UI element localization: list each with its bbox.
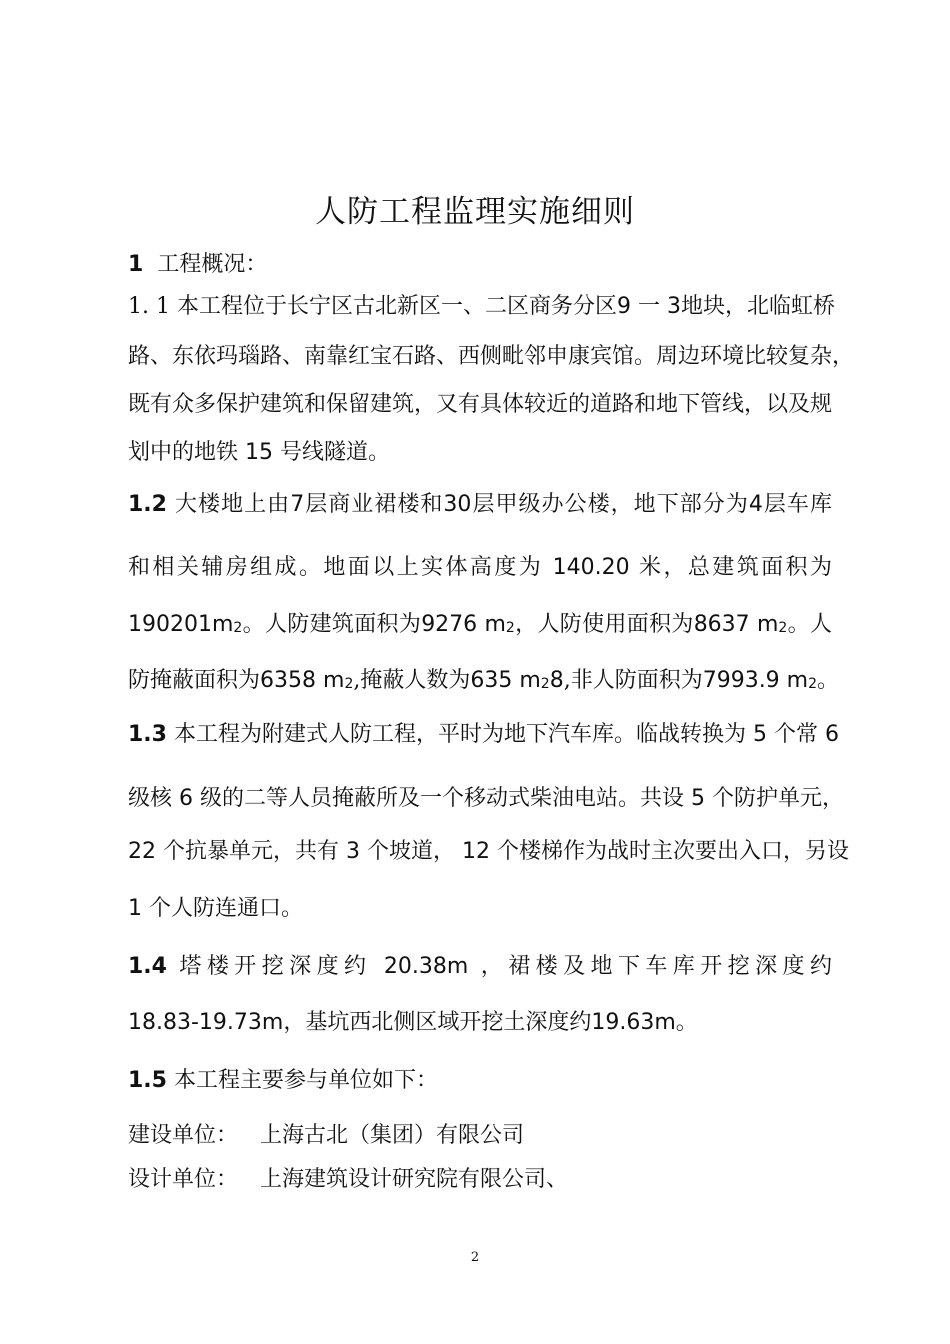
paragraph-1-1-line-4: 划中的地铁 15 号线隧道。 (128, 440, 391, 465)
paragraph-1-3-line-2: 级核 6 级的二等人员掩蔽所及一个移动式柴油电站。共设 5 个防护单元， (128, 786, 845, 811)
paragraph-1-1-line-3: 既有众多保护建筑和保留建筑，又有具体较近的道路和地下管线，以及规 (128, 392, 833, 417)
document-title: 人防工程监理实施细则 (315, 194, 635, 230)
paragraph-1-2-line-3: 190201m2。人防建筑面积为9276 m2，人防使用面积为8637 m2。人 (128, 612, 832, 637)
paragraph-1-1-line-2: 路、东依玛瑙路、南靠红宝石路、西侧毗邻申康宾馆。周边环境比较复杂， (128, 344, 855, 369)
paragraph-1-3-line-4: 1 个人防连通口。 (128, 896, 304, 921)
paragraph-1-3-line-1: 1.3 本工程为附建式人防工程，平时为地下汽车库。临战转换为 5 个常 6 (128, 722, 840, 747)
page-number: 2 (470, 1250, 480, 1265)
section-heading: 1 工程概况： (128, 252, 268, 277)
paragraph-1-1-line-1: 1. 1 本工程位于长宁区古北新区一、二区商务分区9 一 3地块，北临虹桥 (128, 294, 835, 319)
unit-row-construction: 建设单位： 上海古北（集团）有限公司 (128, 1123, 525, 1148)
paragraph-1-3-line-3: 22 个抗暴单元，共有 3 个坡道， 12 个楼梯作为战时主次要出入口，另设 (128, 839, 850, 864)
paragraph-1-2-line-1: 1.2 大楼地上由7层商业裙楼和30层甲级办公楼，地下部分为4层车库 (128, 492, 832, 517)
paragraph-1-2-line-2: 和相关辅房组成。地面以上实体高度为 140.20 米，总建筑面积为 (128, 555, 832, 580)
paragraph-1-2-line-4: 防掩蔽面积为6358 m2,掩蔽人数为635 m28,非人防面积为7993.9 m2。 (128, 668, 840, 693)
unit-row-design: 设计单位： 上海建筑设计研究院有限公司、 (128, 1167, 569, 1192)
paragraph-1-5: 1.5 本工程主要参与单位如下： (128, 1068, 438, 1093)
paragraph-1-4-line-2: 18.83-19.73m，基坑西北侧区域开挖土深度约19.63m。 (128, 1010, 698, 1035)
paragraph-1-4-line-1: 1.4 塔楼开挖深度约 20.38m ，裙楼及地下车库开挖深度约 (128, 954, 832, 979)
